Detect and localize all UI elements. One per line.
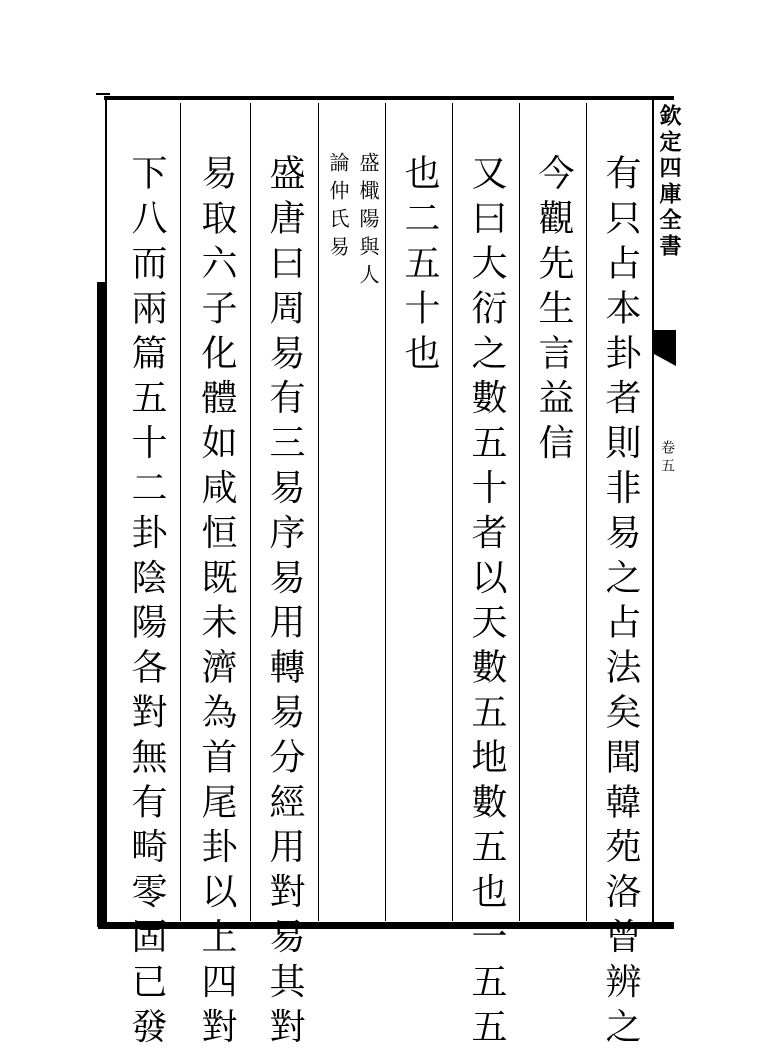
frame-left-border — [105, 100, 107, 925]
text-column-7: 下八而兩篇五十二卦陰陽各對無有畸零固已發 — [126, 154, 167, 1052]
text-column-2: 今觀先生言益信 — [533, 154, 574, 469]
column-rule — [519, 103, 520, 921]
column-rule — [385, 103, 386, 921]
annotation-column-2: 論仲氏易 — [326, 152, 350, 264]
frame-bottom-border — [98, 922, 674, 929]
column-rule — [250, 103, 251, 921]
text-column-5: 盛唐曰周易有三易序易用轉易分經用對易其對 — [264, 154, 305, 1052]
column-rule — [318, 103, 319, 921]
frame-top-tick — [96, 93, 110, 95]
volume-label: 卷五 — [659, 440, 675, 476]
column-rule — [452, 103, 453, 921]
frame-right-border — [652, 100, 654, 925]
annotation-column-1: 盛檝陽與人 — [356, 152, 380, 292]
column-rule — [180, 103, 181, 921]
fish-tail-mark — [654, 330, 676, 366]
frame-left-thick-border — [97, 282, 105, 927]
column-rule — [586, 103, 587, 921]
frame-top-border — [104, 96, 674, 100]
text-column-4: 也二五十也 — [399, 154, 440, 379]
text-column-1: 有只占本卦者則非易之占法矣聞韓苑洛曾辨之 — [600, 154, 641, 1052]
book-title: 欽定四庫全書 — [656, 104, 682, 260]
text-column-6: 易取六子化體如咸恒既未濟為首尾卦以上四對 — [196, 154, 237, 1052]
text-column-3: 又曰大衍之數五十者以天數五地數五也一五五 — [466, 154, 507, 1052]
